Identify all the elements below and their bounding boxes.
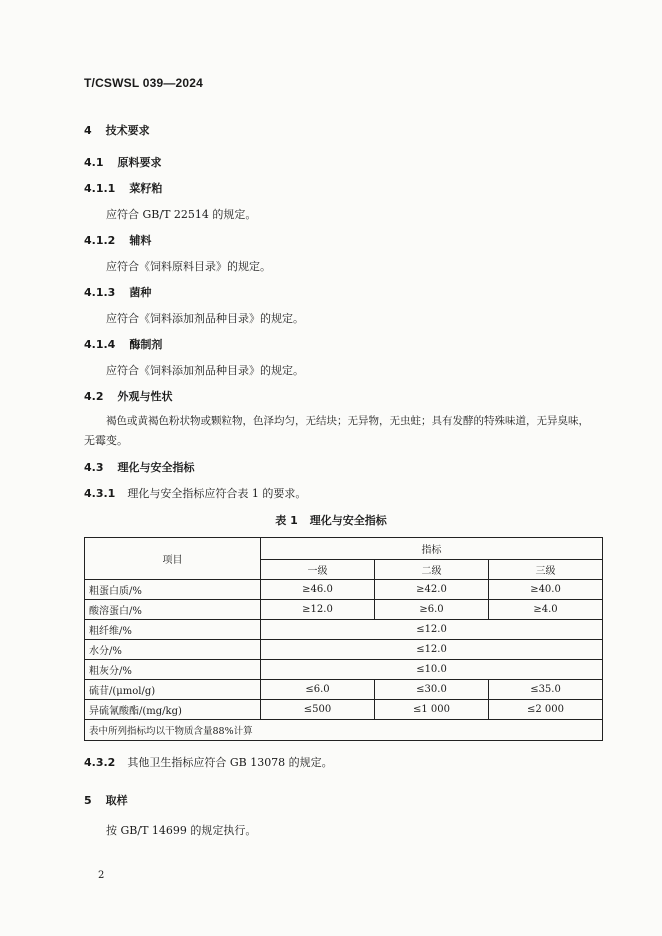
section-4-3-1-paragraph [84,485,306,501]
section-title: 原料要求 [117,156,162,169]
table-value-cell: ≤35.0 [489,680,603,700]
section-text: 其他卫生指标应符合 GB 13078 的规定。 [127,756,333,769]
document-header-code: T/CSWSL 039—2024 [84,76,204,90]
section-number: 4.1.1 [84,182,116,195]
section-4-2-heading [84,388,173,404]
table-value-cell: ≥40.0 [489,580,603,600]
table-value-cell: ≤500 [261,700,375,720]
section-number: 5 [84,794,92,807]
table-item-cell: 硫苷/(μmol/g) [85,680,261,700]
table-row [85,580,603,600]
section-4-3-heading [84,459,195,475]
section-title: 辅料 [129,234,152,247]
section-4-2-text-line2: 无霉变。 [84,434,128,447]
section-title: 菌种 [129,286,152,299]
section-4-1-4-heading [84,336,162,352]
section-title: 理化与安全指标 [117,461,195,474]
section-4-3-2-paragraph [84,754,333,770]
section-title: 取样 [105,794,128,807]
table-value-cell: ≥6.0 [375,600,489,620]
table-1-caption [0,512,662,528]
table-row [85,620,603,640]
section-title: 菜籽粕 [129,182,163,195]
section-5-heading [84,792,128,808]
section-number: 4.1.4 [84,338,116,351]
section-number: 4.1.2 [84,234,116,247]
table-header-row [85,538,603,560]
section-4-1-1-text: 应符合 GB/T 22514 的规定。 [106,208,257,221]
table-merged-value-cell: ≤12.0 [261,640,603,660]
table-row [85,600,603,620]
page-number: 2 [98,870,105,881]
table-header-indicator: 指标 [261,538,603,560]
table-item-cell: 异硫氰酸酯/(mg/kg) [85,700,261,720]
section-4-1-4-text: 应符合《饲料添加剂品种目录》的规定。 [106,364,304,377]
table-1 [84,537,603,741]
section-number: 4.2 [84,390,104,403]
table-header-item: 项目 [85,538,261,580]
table-value-cell: ≤6.0 [261,680,375,700]
section-number: 4.3 [84,461,104,474]
table-value-cell: ≥42.0 [375,580,489,600]
section-number: 4.1.3 [84,286,116,299]
section-4-1-1-heading [84,180,162,196]
section-4-1-3-heading [84,284,151,300]
table-value-cell: ≤30.0 [375,680,489,700]
table-value-cell: ≤1 000 [375,700,489,720]
section-4-heading [84,122,150,138]
section-number: 4 [84,124,92,137]
table-row [85,680,603,700]
table-item-cell: 粗蛋白质/% [85,580,261,600]
table-merged-value-cell: ≤10.0 [261,660,603,680]
table-item-cell: 酸溶蛋白/% [85,600,261,620]
section-4-1-2-heading [84,232,151,248]
section-4-2-text-line1: 褐色或黄褐色粉状物或颗粒物，色泽均匀，无结块；无异物，无虫蛀；具有发酵的特殊味道，无异臭味， [106,415,589,427]
table-grade-cell: 一级 [261,560,375,580]
table-row [85,660,603,680]
table-merged-value-cell: ≤12.0 [261,620,603,640]
section-number: 4.3.2 [84,756,116,769]
section-title: 酶制剂 [129,338,163,351]
table-value-cell: ≥4.0 [489,600,603,620]
table-row [85,700,603,720]
section-4-1-2-text: 应符合《饲料原料目录》的规定。 [106,260,271,273]
table-row [85,640,603,660]
table-value-cell: ≥46.0 [261,580,375,600]
section-number: 4.3.1 [84,487,116,500]
table-caption-title: 理化与安全指标 [309,514,387,527]
table-note-row [85,720,603,741]
table-item-cell: 水分/% [85,640,261,660]
section-5-text: 按 GB/T 14699 的规定执行。 [106,824,257,837]
section-text: 理化与安全指标应符合表 1 的要求。 [127,487,307,500]
table-grade-cell: 二级 [375,560,489,580]
table-item-cell: 粗灰分/% [85,660,261,680]
section-number: 4.1 [84,156,104,169]
section-title: 外观与性状 [117,390,173,403]
section-title: 技术要求 [105,124,150,137]
section-4-1-3-text: 应符合《饲料添加剂品种目录》的规定。 [106,312,304,325]
table-value-cell: ≥12.0 [261,600,375,620]
table-value-cell: ≤2 000 [489,700,603,720]
table-grade-cell: 三级 [489,560,603,580]
table-item-cell: 粗纤维/% [85,620,261,640]
table-caption-number: 表 1 [275,514,298,527]
table-note: 表中所列指标均以干物质含量88%计算 [85,720,603,741]
section-4-1-heading [84,154,162,170]
